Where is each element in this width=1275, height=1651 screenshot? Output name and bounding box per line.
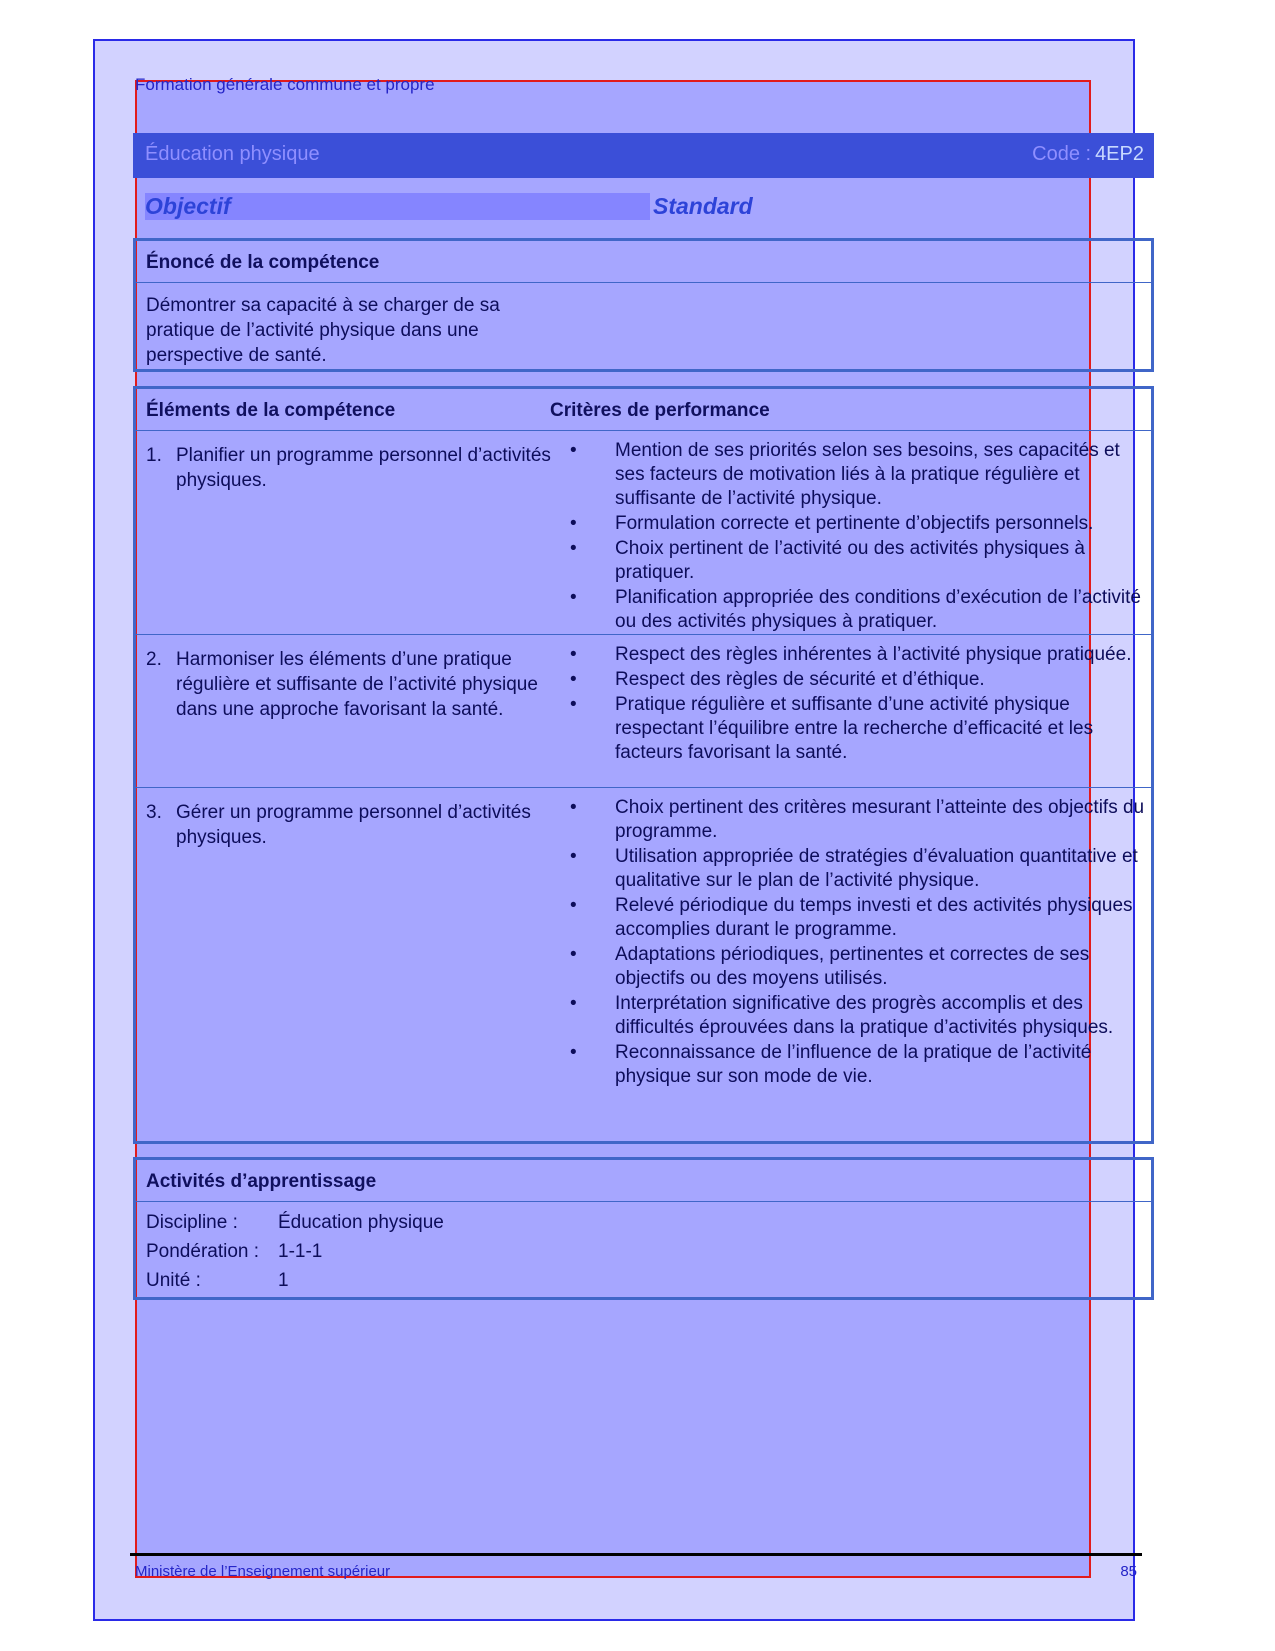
criterion-text: Formulation correcte et pertinente d’objectifs personnels. [615,513,1094,534]
ponderation-label: Pondération : [146,1241,260,1262]
standard-heading: Standard [653,193,753,219]
footer-rule [130,1553,1142,1556]
criterion-item [570,992,1145,1040]
footer-ministry: Ministère de l’Enseignement supérieur [135,1563,391,1580]
criterion-text: Reconnaissance de l’influence de la pratique de l’activité physique sur son mode de vie. [615,1042,1092,1087]
criteria-list [570,439,1145,635]
bullet-icon: • [570,797,577,818]
criterion-item [570,796,1145,844]
element-description: Harmoniser les éléments d’une pratique régulière et suffisante de l’activité physique dans une approche favorisant la santé. [176,649,538,720]
unite-line [146,1266,1141,1295]
bullet-icon: • [570,669,577,690]
criterion-item [570,537,1145,585]
element-text [146,800,556,850]
code-label: Code : [1032,143,1092,165]
activites-heading: Activités d’apprentissage [146,1171,377,1192]
element-number: 3. [146,802,162,823]
criterion-text: Planification appropriée des conditions d’exécution de l’activité ou des activités physiques à pratiquer. [615,587,1141,632]
bullet-icon: • [570,895,577,916]
elements-header [136,389,1151,431]
element-description: Gérer un programme personnel d’activités physiques. [176,802,531,848]
enonce-section [133,238,1154,372]
criterion-item [570,845,1145,893]
criterion-item [570,586,1145,634]
criteria-list [570,643,1145,766]
discipline-value: Éducation physique [278,1212,444,1233]
criterion-item [570,1041,1145,1089]
element-description: Planifier un programme personnel d’activités physiques. [176,445,551,491]
objectif-heading: Objectif [145,193,650,220]
bullet-icon: • [570,538,577,559]
element-row-3 [136,788,1151,1140]
elements-section [133,386,1154,1144]
bullet-icon: • [570,513,577,534]
course-title-bar [133,133,1154,178]
criterion-item [570,668,1145,692]
criterion-text: Mention de ses priorités selon ses besoins, ses capacités et ses facteurs de motivation liés à la pratique régulière et suffisante de l’activité physique. [615,440,1120,509]
element-number: 2. [146,649,162,670]
criterion-text: Respect des règles de sécurité et d’éthique. [615,669,985,690]
element-row-2 [136,635,1151,788]
bullet-icon: • [570,644,577,665]
criterion-text: Interprétation significative des progrès accomplis et des difficultés éprouvées dans la pratique d’activités physiques. [615,993,1114,1038]
ponderation-line [146,1237,1141,1266]
criterion-item [570,943,1145,991]
bullet-icon: • [570,846,577,867]
bullet-icon: • [570,440,577,461]
criteria-heading: Critères de performance [550,400,770,421]
criterion-text: Choix pertinent de l’activité ou des activités physiques à pratiquer. [615,538,1085,583]
enonce-heading: Énoncé de la compétence [146,252,380,273]
criterion-text: Utilisation appropriée de stratégies d’évaluation quantitative et qualitative sur le plan de l’activité physique. [615,846,1138,891]
criterion-item [570,643,1145,667]
criterion-text: Pratique régulière et suffisante d’une activité physique respectant l’équilibre entre la recherche d’efficacité et les facteurs favorisant la santé. [615,694,1094,763]
criterion-item [570,512,1145,536]
ponderation-value: 1-1-1 [278,1241,323,1262]
objectif-standard-row [145,193,1145,223]
criterion-item [570,693,1145,765]
enonce-text: Démontrer sa capacité à se charger de sa pratique de l’activité physique dans une perspective de santé. [146,295,500,366]
course-title: Éducation physique [145,143,320,165]
criterion-item [570,439,1145,511]
code-value: 4EP2 [1095,143,1144,165]
criterion-text: Choix pertinent des critères mesurant l’atteinte des objectifs du programme. [615,797,1145,842]
criterion-text: Relevé périodique du temps investi et des activités physiques accomplies durant le programme. [615,895,1133,940]
bullet-icon: • [570,993,577,1014]
unite-value: 1 [278,1270,289,1291]
bullet-icon: • [570,1042,577,1063]
activites-section [133,1157,1154,1300]
bullet-icon: • [570,587,577,608]
running-title: Formation générale commune et propre [135,75,435,94]
bullet-icon: • [570,694,577,715]
criterion-item [570,894,1145,942]
unite-label: Unité : [146,1270,201,1291]
activites-details [136,1202,1151,1295]
element-text [146,647,556,722]
page-number: 85 [1120,1563,1137,1580]
course-code [1032,143,1144,166]
discipline-label: Discipline : [146,1212,238,1233]
element-text [146,443,556,493]
element-row-1 [136,431,1151,635]
discipline-line [146,1208,1141,1237]
criterion-text: Adaptations périodiques, pertinentes et correctes de ses objectifs ou des moyens utilisés. [615,944,1090,989]
criteria-list [570,796,1145,1090]
bullet-icon: • [570,944,577,965]
criterion-text: Respect des règles inhérentes à l’activité physique pratiquée. [615,644,1132,665]
activites-header [136,1160,1151,1202]
element-number: 1. [146,445,162,466]
elements-heading: Éléments de la compétence [146,400,396,421]
enonce-header [136,241,1151,283]
